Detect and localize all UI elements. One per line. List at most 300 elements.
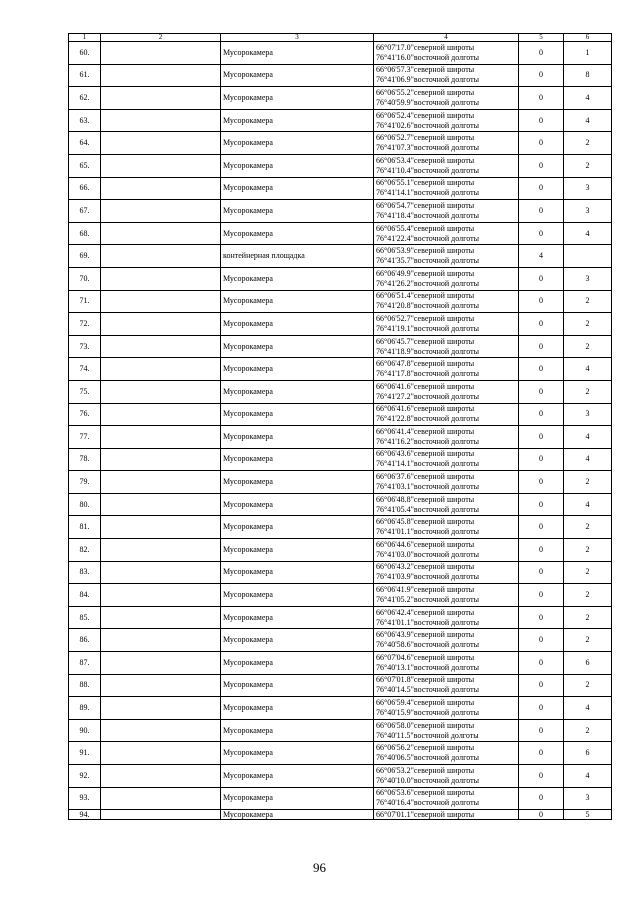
header-cell-5: 5 [519, 34, 564, 42]
latitude: 66°06'51.4"северной широты [376, 291, 475, 301]
row-number: 82. [69, 539, 101, 562]
latitude: 66°06'53.9"северной широты [376, 246, 475, 256]
longitude: 76°41'18.9"восточной долготы [376, 346, 479, 356]
longitude: 76°40'10.0"восточной долготы [376, 775, 479, 785]
coordinates-cell [374, 313, 519, 336]
page-number: 96 [313, 860, 326, 875]
owner-cell [101, 493, 221, 516]
coordinates-cell [374, 516, 519, 539]
column-6-value: 2 [564, 516, 612, 539]
header-row [69, 34, 612, 42]
longitude: 76°41'19.1"восточной долготы [376, 323, 479, 333]
row-number: 81. [69, 516, 101, 539]
latitude: 66°06'43.6"северной широты [376, 449, 475, 459]
coordinates-cell [374, 674, 519, 697]
column-5-value: 0 [519, 200, 564, 223]
latitude: 66°06'55.4"северной широты [376, 223, 475, 233]
column-5-value: 0 [519, 787, 564, 810]
table-row [69, 358, 612, 381]
table-row [69, 403, 612, 426]
coordinates-cell [374, 358, 519, 381]
column-5-value: 0 [519, 765, 564, 788]
table-row [69, 200, 612, 223]
owner-cell [101, 403, 221, 426]
row-number: 65. [69, 154, 101, 177]
coordinates-cell [374, 584, 519, 607]
table-row [69, 448, 612, 471]
coordinates-cell [374, 493, 519, 516]
longitude: 76°40'13.1"восточной долготы [376, 662, 479, 672]
table-row [69, 471, 612, 494]
column-6-value: 4 [564, 426, 612, 449]
table-row [69, 561, 612, 584]
column-6-value: 3 [564, 787, 612, 810]
owner-cell [101, 200, 221, 223]
longitude: 76°41'06.9"восточной долготы [376, 75, 479, 85]
latitude: 66°06'49.9"северной широты [376, 268, 475, 278]
owner-cell [101, 516, 221, 539]
owner-cell [101, 787, 221, 810]
column-5-value: 0 [519, 313, 564, 336]
table-row [69, 674, 612, 697]
column-5-value: 0 [519, 290, 564, 313]
table-row [69, 787, 612, 810]
latitude: 66°06'41.6"северной широты [376, 381, 475, 391]
owner-cell [101, 652, 221, 675]
row-number: 89. [69, 697, 101, 720]
row-number: 75. [69, 380, 101, 403]
table-row [69, 493, 612, 516]
owner-cell [101, 810, 221, 820]
object-type: Мусорокамера [221, 267, 374, 290]
object-type: Мусорокамера [221, 674, 374, 697]
longitude: 76°41'01.1"восточной долготы [376, 527, 479, 537]
object-type: Мусорокамера [221, 200, 374, 223]
column-5-value: 0 [519, 426, 564, 449]
coordinates-cell [374, 765, 519, 788]
coordinates-cell [374, 539, 519, 562]
column-5-value: 0 [519, 471, 564, 494]
column-6-value: 4 [564, 109, 612, 132]
column-5-value: 0 [519, 652, 564, 675]
column-5-value: 0 [519, 606, 564, 629]
table-row [69, 267, 612, 290]
owner-cell [101, 471, 221, 494]
row-number: 68. [69, 222, 101, 245]
longitude: 76°41'03.1"восточной долготы [376, 482, 479, 492]
owner-cell [101, 313, 221, 336]
table-row [69, 132, 612, 155]
object-type: Мусорокамера [221, 629, 374, 652]
owner-cell [101, 87, 221, 110]
latitude: 66°06'58.0"северной широты [376, 720, 475, 730]
column-5-value: 0 [519, 87, 564, 110]
object-type: Мусорокамера [221, 132, 374, 155]
object-type: Мусорокамера [221, 765, 374, 788]
row-number: 71. [69, 290, 101, 313]
column-5-value: 0 [519, 674, 564, 697]
row-number: 79. [69, 471, 101, 494]
column-5-value: 0 [519, 64, 564, 87]
latitude: 66°06'37.6"северной широты [376, 472, 475, 482]
table-row [69, 719, 612, 742]
table-row [69, 765, 612, 788]
latitude: 66°06'43.9"северной широты [376, 630, 475, 640]
column-6-value: 2 [564, 335, 612, 358]
column-6-value: 2 [564, 132, 612, 155]
owner-cell [101, 177, 221, 200]
column-5-value: 0 [519, 403, 564, 426]
coordinates-cell [374, 606, 519, 629]
object-type: Мусорокамера [221, 222, 374, 245]
longitude: 76°41'22.4"восточной долготы [376, 233, 479, 243]
table-row [69, 177, 612, 200]
column-6-value: 4 [564, 358, 612, 381]
row-number: 85. [69, 606, 101, 629]
coordinates-cell [374, 471, 519, 494]
longitude: 76°40'14.5"восточной долготы [376, 685, 479, 695]
object-type: Мусорокамера [221, 380, 374, 403]
column-6-value: 4 [564, 448, 612, 471]
owner-cell [101, 132, 221, 155]
table-row [69, 584, 612, 607]
owner-cell [101, 64, 221, 87]
latitude: 66°07'17.0"северной широты [376, 42, 475, 52]
coordinates-cell [374, 629, 519, 652]
row-number: 66. [69, 177, 101, 200]
object-type: Мусорокамера [221, 448, 374, 471]
longitude: 76°41'35.7"восточной долготы [376, 256, 479, 266]
column-6-value: 2 [564, 471, 612, 494]
latitude: 66°06'48.8"северной широты [376, 494, 475, 504]
coordinates-cell [374, 810, 519, 820]
column-5-value: 0 [519, 742, 564, 765]
table-row [69, 516, 612, 539]
coordinates-cell [374, 132, 519, 155]
row-number: 64. [69, 132, 101, 155]
owner-cell [101, 765, 221, 788]
coordinates-cell [374, 267, 519, 290]
longitude: 76°41'22.8"восточной долготы [376, 414, 479, 424]
latitude: 66°06'45.7"северной широты [376, 336, 475, 346]
latitude: 66°06'53.6"северной широты [376, 788, 475, 798]
table-row [69, 810, 612, 820]
row-number: 72. [69, 313, 101, 336]
column-5-value: 0 [519, 539, 564, 562]
owner-cell [101, 742, 221, 765]
coordinates-cell [374, 697, 519, 720]
coordinates-cell [374, 426, 519, 449]
owner-cell [101, 335, 221, 358]
owner-cell [101, 109, 221, 132]
longitude: 76°40'06.5"восточной долготы [376, 753, 479, 763]
object-type: Мусорокамера [221, 539, 374, 562]
column-6-value: 4 [564, 697, 612, 720]
table-row [69, 426, 612, 449]
object-type: Мусорокамера [221, 177, 374, 200]
column-6-value: 2 [564, 154, 612, 177]
row-number: 69. [69, 245, 101, 268]
table-row [69, 290, 612, 313]
longitude: 76°41'18.4"восточной долготы [376, 210, 479, 220]
column-6-value: 4 [564, 765, 612, 788]
coordinates-cell [374, 448, 519, 471]
column-5-value: 0 [519, 584, 564, 607]
row-number: 93. [69, 787, 101, 810]
longitude: 76°41'17.8"восточной долготы [376, 369, 479, 379]
registry-table [68, 33, 612, 820]
column-5-value: 0 [519, 516, 564, 539]
latitude: 66°06'47.8"северной широты [376, 359, 475, 369]
owner-cell [101, 719, 221, 742]
owner-cell [101, 674, 221, 697]
row-number: 88. [69, 674, 101, 697]
header-cell-3: 3 [221, 34, 374, 42]
table-row [69, 245, 612, 268]
column-5-value: 0 [519, 561, 564, 584]
object-type: Мусорокамера [221, 471, 374, 494]
table-row [69, 222, 612, 245]
longitude: 76°41'05.4"восточной долготы [376, 504, 479, 514]
coordinates-cell [374, 154, 519, 177]
longitude: 76°41'03.9"восточной долготы [376, 572, 479, 582]
longitude: 76°41'03.0"восточной долготы [376, 549, 479, 559]
table-row [69, 313, 612, 336]
longitude: 76°41'16.0"восточной долготы [376, 52, 479, 62]
longitude: 76°41'01.1"восточной долготы [376, 617, 479, 627]
owner-cell [101, 448, 221, 471]
coordinates-cell [374, 652, 519, 675]
table-row [69, 606, 612, 629]
row-number: 70. [69, 267, 101, 290]
column-6-value: 2 [564, 313, 612, 336]
table-row [69, 335, 612, 358]
coordinates-cell [374, 335, 519, 358]
owner-cell [101, 697, 221, 720]
row-number: 83. [69, 561, 101, 584]
latitude: 66°07'01.1"северной широты [376, 810, 475, 820]
owner-cell [101, 154, 221, 177]
owner-cell [101, 561, 221, 584]
table-row [69, 697, 612, 720]
object-type: Мусорокамера [221, 516, 374, 539]
column-6-value: 6 [564, 742, 612, 765]
row-number: 67. [69, 200, 101, 223]
table-row [69, 64, 612, 87]
object-type: Мусорокамера [221, 313, 374, 336]
column-5-value: 0 [519, 629, 564, 652]
coordinates-cell [374, 64, 519, 87]
column-6-value [564, 245, 612, 268]
row-number: 73. [69, 335, 101, 358]
object-type: Мусорокамера [221, 154, 374, 177]
column-6-value: 2 [564, 584, 612, 607]
column-6-value: 6 [564, 652, 612, 675]
table-row [69, 742, 612, 765]
column-5-value: 0 [519, 358, 564, 381]
longitude: 76°41'14.1"восточной долготы [376, 188, 479, 198]
column-6-value: 2 [564, 380, 612, 403]
column-6-value: 2 [564, 629, 612, 652]
row-number: 62. [69, 87, 101, 110]
row-number: 61. [69, 64, 101, 87]
table-row [69, 652, 612, 675]
longitude: 76°41'02.6"восточной долготы [376, 120, 479, 130]
column-6-value: 3 [564, 177, 612, 200]
object-type: Мусорокамера [221, 64, 374, 87]
coordinates-cell [374, 109, 519, 132]
table-row [69, 629, 612, 652]
row-number: 76. [69, 403, 101, 426]
latitude: 66°06'57.3"северной широты [376, 65, 475, 75]
coordinates-cell [374, 42, 519, 65]
owner-cell [101, 584, 221, 607]
object-type: Мусорокамера [221, 335, 374, 358]
owner-cell [101, 358, 221, 381]
latitude: 66°06'42.4"северной широты [376, 607, 475, 617]
object-type: Мусорокамера [221, 652, 374, 675]
column-5-value: 0 [519, 132, 564, 155]
coordinates-cell [374, 200, 519, 223]
column-5-value: 0 [519, 109, 564, 132]
owner-cell [101, 539, 221, 562]
row-number: 91. [69, 742, 101, 765]
column-5-value: 4 [519, 245, 564, 268]
longitude: 76°41'20.8"восточной долготы [376, 301, 479, 311]
table-row [69, 109, 612, 132]
row-number: 87. [69, 652, 101, 675]
longitude: 76°41'10.4"восточной долготы [376, 165, 479, 175]
column-6-value: 2 [564, 561, 612, 584]
coordinates-cell [374, 787, 519, 810]
row-number: 94. [69, 810, 101, 820]
row-number: 90. [69, 719, 101, 742]
owner-cell [101, 290, 221, 313]
latitude: 66°06'55.2"северной широты [376, 87, 475, 97]
latitude: 66°06'52.7"северной широты [376, 313, 475, 323]
table-row [69, 42, 612, 65]
coordinates-cell [374, 177, 519, 200]
owner-cell [101, 426, 221, 449]
row-number: 80. [69, 493, 101, 516]
row-number: 74. [69, 358, 101, 381]
owner-cell [101, 267, 221, 290]
longitude: 76°41'16.2"восточной долготы [376, 436, 479, 446]
latitude: 66°06'45.8"северной широты [376, 517, 475, 527]
coordinates-cell [374, 222, 519, 245]
column-5-value: 0 [519, 493, 564, 516]
column-5-value: 0 [519, 177, 564, 200]
object-type: Мусорокамера [221, 87, 374, 110]
object-type: Мусорокамера [221, 810, 374, 820]
coordinates-cell [374, 290, 519, 313]
object-type: Мусорокамера [221, 109, 374, 132]
latitude: 66°07'01.8"северной широты [376, 675, 475, 685]
column-6-value: 3 [564, 267, 612, 290]
object-type: Мусорокамера [221, 426, 374, 449]
latitude: 66°06'41.9"северной широты [376, 585, 475, 595]
object-type: Мусорокамера [221, 606, 374, 629]
latitude: 66°06'53.4"северной широты [376, 155, 475, 165]
column-6-value: 2 [564, 539, 612, 562]
latitude: 66°06'54.7"северной широты [376, 200, 475, 210]
column-6-value: 3 [564, 403, 612, 426]
column-5-value: 0 [519, 42, 564, 65]
longitude: 76°41'26.2"восточной долготы [376, 278, 479, 288]
column-6-value: 4 [564, 493, 612, 516]
column-6-value: 1 [564, 42, 612, 65]
object-type: Мусорокамера [221, 358, 374, 381]
object-type: Мусорокамера [221, 742, 374, 765]
longitude: 76°40'58.6"восточной долготы [376, 640, 479, 650]
row-number: 86. [69, 629, 101, 652]
longitude: 76°41'07.3"восточной долготы [376, 143, 479, 153]
column-6-value: 8 [564, 64, 612, 87]
column-6-value: 2 [564, 606, 612, 629]
owner-cell [101, 606, 221, 629]
column-6-value: 4 [564, 87, 612, 110]
column-5-value: 0 [519, 719, 564, 742]
object-type: Мусорокамера [221, 561, 374, 584]
latitude: 66°06'52.4"северной широты [376, 110, 475, 120]
table-row [69, 539, 612, 562]
column-5-value: 0 [519, 448, 564, 471]
owner-cell [101, 245, 221, 268]
object-type: Мусорокамера [221, 584, 374, 607]
coordinates-cell [374, 719, 519, 742]
object-type: Мусорокамера [221, 42, 374, 65]
column-5-value: 0 [519, 380, 564, 403]
table-row [69, 380, 612, 403]
longitude: 76°40'11.5"восточной долготы [376, 730, 479, 740]
coordinates-cell [374, 561, 519, 584]
latitude: 66°06'41.6"северной широты [376, 404, 475, 414]
column-5-value: 0 [519, 335, 564, 358]
coordinates-cell [374, 380, 519, 403]
owner-cell [101, 42, 221, 65]
latitude: 66°06'41.4"северной широты [376, 426, 475, 436]
object-type: Мусорокамера [221, 290, 374, 313]
column-6-value: 2 [564, 674, 612, 697]
object-type: Мусорокамера [221, 719, 374, 742]
longitude: 76°40'16.4"восточной долготы [376, 798, 479, 808]
latitude: 66°06'52.7"северной широты [376, 133, 475, 143]
row-number: 77. [69, 426, 101, 449]
column-5-value: 0 [519, 810, 564, 820]
owner-cell [101, 222, 221, 245]
object-type: Мусорокамера [221, 787, 374, 810]
longitude: 76°40'15.9"восточной долготы [376, 708, 479, 718]
table-row [69, 154, 612, 177]
column-6-value: 2 [564, 290, 612, 313]
row-number: 78. [69, 448, 101, 471]
latitude: 66°06'55.1"северной широты [376, 178, 475, 188]
column-6-value: 5 [564, 810, 612, 820]
header-cell-6: 6 [564, 34, 612, 42]
column-5-value: 0 [519, 154, 564, 177]
coordinates-cell [374, 245, 519, 268]
longitude: 76°41'05.2"восточной долготы [376, 595, 479, 605]
row-number: 63. [69, 109, 101, 132]
coordinates-cell [374, 403, 519, 426]
object-type: Мусорокамера [221, 697, 374, 720]
object-type: Мусорокамера [221, 493, 374, 516]
owner-cell [101, 380, 221, 403]
column-6-value: 4 [564, 222, 612, 245]
row-number: 92. [69, 765, 101, 788]
coordinates-cell [374, 87, 519, 110]
header-cell-2: 2 [101, 34, 221, 42]
